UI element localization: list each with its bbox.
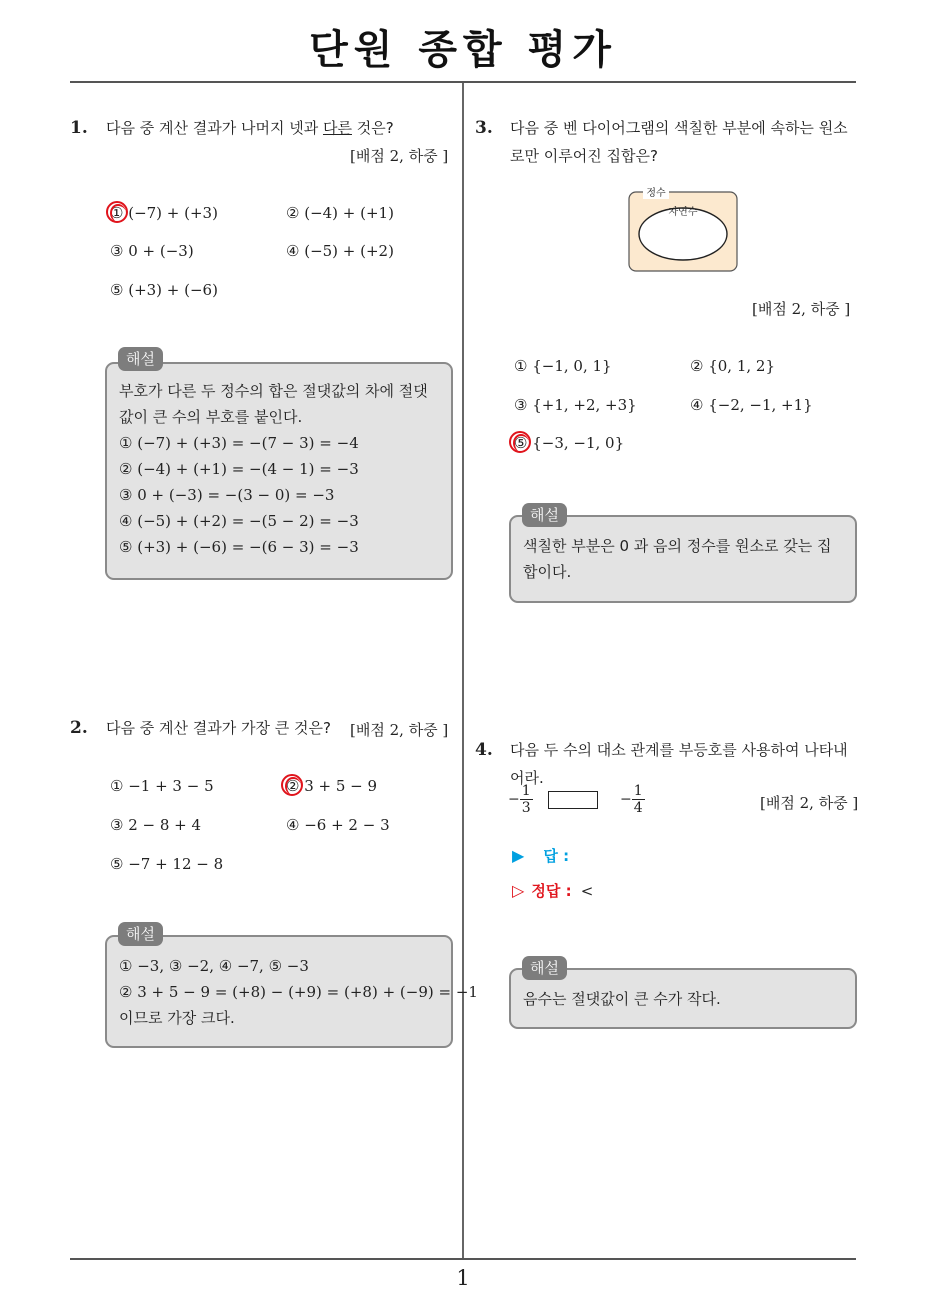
q1-solution-line-5: ③ 0 + (−3) = −(3 − 0) = −3 [119, 486, 335, 504]
q4-left-sign: − [508, 791, 520, 808]
q2-choice-3[interactable]: ③ 2 − 8 + 4 [110, 816, 202, 834]
venn-diagram [627, 183, 740, 273]
q1-solution-line-1: 부호가 다른 두 정수의 합은 절댓값의 차에 절댓 [119, 382, 428, 400]
q1-solution-box [105, 362, 453, 580]
q2-solution-tab: 해설 [118, 922, 163, 946]
q4-solution-line-1: 음수는 절댓값이 큰 수가 작다. [523, 990, 721, 1008]
q3-text-line-1: 다음 중 벤 다이어그램의 색칠한 부분에 속하는 원소 [510, 119, 848, 137]
q4-question [510, 736, 848, 792]
q4-correct-row [512, 880, 593, 901]
q1-solution-line-3: ① (−7) + (+3) = −(7 − 3) = −4 [119, 434, 359, 452]
column-divider [462, 83, 464, 1259]
q1-choice-2[interactable]: ② (−4) + (+1) [286, 204, 394, 222]
q4-answer-row [512, 845, 569, 866]
q3-score: [배점 2, 하중 ] [752, 300, 851, 318]
q1-solution-line-7: ⑤ (+3) + (−6) = −(6 − 3) = −3 [119, 538, 359, 556]
q2-solution-line-1: ① −3, ③ −2, ④ −7, ⑤ −3 [119, 957, 309, 975]
q4-text-line-1: 다음 두 수의 대소 관계를 부등호를 사용하여 나타내 [510, 741, 848, 759]
q4-left-fraction [520, 783, 533, 816]
q1-answer-mark [106, 201, 128, 223]
q3-text-line-2: 로만 이루어진 집합은? [510, 147, 658, 165]
q3-choice-4[interactable]: ④ {−2, −1, +1} [690, 396, 813, 414]
q1-score: [배점 2, 하중 ] [350, 147, 449, 165]
q3-answer-mark [509, 431, 531, 453]
q1-text-before: 다음 중 계산 결과가 나머지 넷과 [106, 119, 323, 137]
q1-choice-3[interactable]: ③ 0 + (−3) [110, 242, 194, 260]
venn-outer-label: 정수 [646, 188, 666, 199]
q4-right-fraction [632, 783, 645, 816]
q1-solution-line-4: ② (−4) + (+1) = −(4 − 1) = −3 [119, 460, 359, 478]
q4-text-line-2: 어라. [510, 769, 544, 787]
q4-left-numerator: 1 [521, 783, 531, 799]
q4-number: 4. [475, 740, 493, 760]
answer-triangle-icon: ▶ [512, 846, 525, 865]
venn-inner-label: 자연수 [668, 207, 698, 218]
q2-answer-mark [281, 774, 303, 796]
q2-number: 2. [70, 718, 88, 738]
q4-score: [배점 2, 하중 ] [760, 794, 859, 812]
q3-number: 3. [475, 118, 493, 138]
q4-correct-value: < [580, 882, 594, 900]
q4-left-expression [508, 783, 533, 816]
q2-choice-1[interactable]: ① −1 + 3 − 5 [110, 777, 214, 795]
q3-solution-box [509, 515, 857, 603]
q1-number: 1. [70, 118, 88, 138]
q4-right-expression [620, 783, 645, 816]
q4-answer-label: 답 : [543, 847, 570, 865]
q1-choice-1[interactable]: ① (−7) + (+3) [110, 204, 218, 222]
q2-choice-4[interactable]: ④ −6 + 2 − 3 [286, 816, 390, 834]
q1-solution-tab: 해설 [118, 347, 163, 371]
q2-score: [배점 2, 하중 ] [350, 721, 449, 739]
q2-choice-5[interactable]: ⑤ −7 + 12 − 8 [110, 855, 224, 873]
q3-choice-5[interactable]: ⑤ {−3, −1, 0} [514, 434, 625, 452]
correct-triangle-icon: ▷ [512, 881, 525, 900]
q3-question [510, 114, 848, 170]
q1-solution-line-6: ④ (−5) + (+2) = −(5 − 2) = −3 [119, 512, 359, 530]
q3-solution-tab: 해설 [522, 503, 567, 527]
q3-solution-line-1: 색칠한 부분은 0 과 음의 정수를 원소로 갖는 집 [523, 537, 832, 555]
q4-answer-blank[interactable] [548, 791, 598, 809]
q1-choice-4[interactable]: ④ (−5) + (+2) [286, 242, 394, 260]
q1-solution-line-2: 값이 큰 수의 부호를 붙인다. [119, 408, 303, 426]
q3-choice-3[interactable]: ③ {+1, +2, +3} [514, 396, 637, 414]
q2-solution-box [105, 935, 478, 1048]
q1-question [106, 114, 394, 142]
q3-solution-line-2: 합이다. [523, 563, 572, 581]
footer-rule [70, 1258, 856, 1260]
q1-text-underline: 다른 [322, 119, 352, 137]
q4-left-denominator: 3 [521, 800, 531, 816]
q1-text-after: 것은? [351, 119, 394, 137]
q1-choice-5[interactable]: ⑤ (+3) + (−6) [110, 281, 218, 299]
page-title: 단원 종합 평가 [309, 27, 617, 73]
q2-choice-2[interactable]: ② 3 + 5 − 9 [286, 777, 378, 795]
q4-right-numerator: 1 [633, 783, 643, 799]
q3-choice-1[interactable]: ① {−1, 0, 1} [514, 357, 612, 375]
q3-choice-2[interactable]: ② {0, 1, 2} [690, 357, 776, 375]
q2-question: 다음 중 계산 결과가 가장 큰 것은? [106, 719, 331, 737]
q2-solution-line-2: ② 3 + 5 − 9 = (+8) − (+9) = (+8) + (−9) = −1 [119, 983, 478, 1001]
q4-correct-label: 정답 : [531, 882, 572, 900]
q4-solution-tab: 해설 [522, 956, 567, 980]
q4-right-denominator: 4 [633, 800, 643, 816]
q4-right-sign: − [620, 791, 632, 808]
q2-solution-line-3: 이므로 가장 크다. [119, 1009, 235, 1027]
page-number: 1 [456, 1266, 470, 1290]
